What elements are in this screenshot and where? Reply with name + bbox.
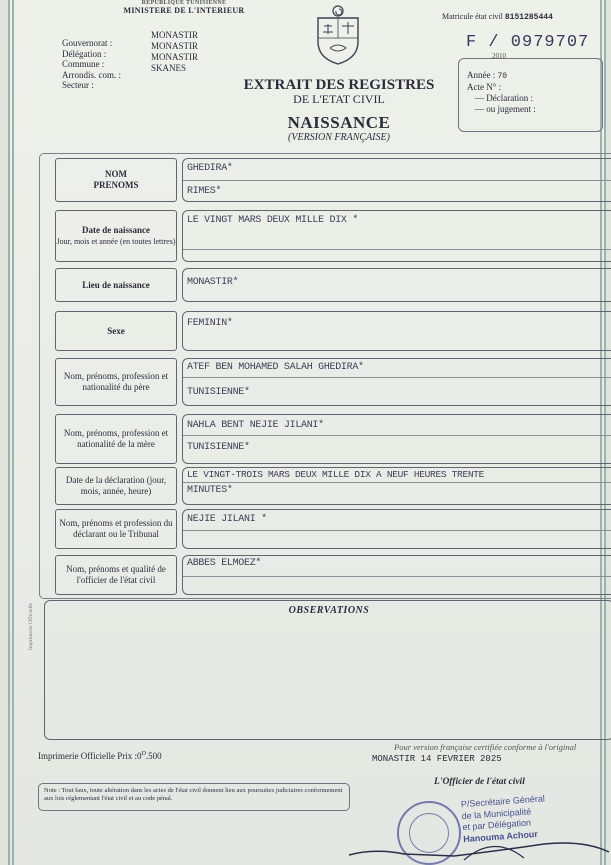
row-label — [55, 358, 177, 406]
commune-label: Commune : — [62, 59, 105, 69]
secteur-label: Secteur : — [62, 80, 94, 90]
pere-name-value: ATEF BEN MOHAMED SALAH GHEDIRA* — [187, 362, 364, 373]
row-label — [55, 311, 177, 351]
prenoms-label: PRENOMS — [93, 180, 139, 190]
coat-of-arms-emblem — [312, 4, 364, 66]
officer-signature-label: L'Officier de l'état civil — [434, 777, 525, 787]
certified-note: Pour version française certifiée conforme à l'original — [394, 742, 577, 752]
ministry-header — [74, 0, 294, 15]
civil-record-table — [39, 153, 611, 599]
row-separator — [183, 576, 611, 577]
row-date-naissance — [50, 210, 611, 262]
row-declaration — [50, 467, 611, 505]
nom-label: NOM — [105, 169, 127, 179]
gouvernorat-value: MONASTIR — [151, 30, 199, 40]
stamp-line-4: Hanouma Achour — [462, 828, 539, 844]
officier-label: Nom, prénoms et qualité de l'officier de l'état civil — [66, 564, 166, 585]
price-superscript: D — [141, 751, 146, 757]
gouvernorat-label: Gouvernorat : — [62, 38, 113, 48]
row-value — [182, 467, 611, 505]
matricule-label: Matricule état civil — [442, 12, 503, 21]
admin-labels — [62, 38, 142, 91]
date-naissance-value: LE VINGT MARS DEUX MILLE DIX * — [187, 215, 359, 226]
side-printer-text: Imprimerie Officielle — [28, 602, 34, 650]
row-value — [182, 311, 611, 351]
declaration-date-label: Date de la déclaration (jour, mois, année, heure) — [65, 475, 167, 496]
row-value — [182, 358, 611, 406]
row-separator — [183, 482, 611, 483]
row-value — [182, 268, 611, 302]
title-etat-civil: DE L'ETAT CIVIL — [293, 92, 385, 106]
observations-title: OBSERVATIONS — [288, 605, 370, 616]
imprimerie-label: Imprimerie Officielle Prix :0 — [38, 751, 142, 761]
row-separator — [183, 180, 611, 181]
row-label — [55, 467, 177, 505]
annee-label: Année : — [467, 70, 496, 80]
row-value — [182, 414, 611, 464]
place-date: MONASTIR 14 FEVRIER 2025 — [372, 754, 502, 764]
pere-label: Nom, prénoms, profession et nationalité du père — [63, 371, 169, 392]
mere-nationality-value: TUNISIENNE* — [187, 442, 250, 453]
date-naissance-label: Date de naissance — [82, 225, 150, 235]
acte-label: Acte N° : — [467, 82, 502, 92]
title-version: (VERSION FRANÇAISE) — [288, 132, 390, 143]
prenoms-value: RIMES* — [187, 186, 222, 197]
row-value — [182, 555, 611, 595]
ministry-label: MINISTERE DE L'INTERIEUR — [123, 6, 245, 15]
stamp-line-2: de la Municipalité — [461, 805, 532, 821]
commune-value: MONASTIR — [151, 52, 199, 62]
row-value — [182, 509, 611, 549]
mere-label: Nom, prénoms, profession et nationalité de la mère — [63, 428, 169, 449]
delegation-value: MONASTIR — [151, 41, 199, 51]
row-label — [55, 555, 177, 595]
imprimerie-price — [38, 751, 162, 761]
document-title — [224, 77, 454, 143]
declaration-date-value: LE VINGT-TROIS MARS DEUX MILLE DIX A NEUF HEURES TRENTE — [187, 469, 485, 480]
title-naissance: NAISSANCE — [287, 113, 391, 132]
sexe-value: FEMININ* — [187, 318, 233, 329]
date-naissance-hint: Jour, mois et année (en toutes lettres) — [56, 237, 176, 246]
certificate-number: F / 0979707 — [466, 33, 590, 52]
row-lieu-naissance — [50, 268, 611, 302]
stamp-line-3: et par Délégation — [462, 817, 532, 833]
row-label — [55, 268, 177, 302]
document-page — [8, 0, 606, 865]
row-mere — [50, 414, 611, 464]
nom-value: GHEDIRA* — [187, 163, 233, 174]
pere-nationality-value: TUNISIENNE* — [187, 387, 250, 398]
declarant-value: NEJIE JILANI * — [187, 514, 267, 525]
observations-box — [44, 600, 611, 740]
matricule — [442, 12, 553, 22]
row-label — [55, 509, 177, 549]
officier-value: ABBES ELMOEZ* — [187, 558, 262, 569]
row-value — [182, 210, 611, 262]
annee-value: 70 — [497, 72, 508, 81]
delegation-label: Délégation : — [62, 48, 107, 59]
row-value — [182, 158, 611, 202]
row-label — [55, 210, 177, 262]
republic-label: REPUBLIQUE TUNISIENNE — [141, 0, 227, 6]
mere-name-value: NAHLA BENT NEJIE JILANI* — [187, 420, 324, 431]
matricule-value: 8151285444 — [504, 13, 553, 22]
act-info-box — [458, 58, 603, 132]
row-separator — [183, 435, 611, 436]
row-sexe — [50, 311, 611, 351]
row-label — [55, 158, 177, 202]
legal-note: Note : Tout faux, toute altération dans les actes de l'état civil donnent lieu aux poursuites judiciaires conformement aux lois réglementant l'état civil et au code pénal. — [38, 783, 350, 811]
row-label — [55, 414, 177, 464]
row-officier — [50, 555, 611, 595]
sexe-label: Sexe — [107, 325, 125, 336]
row-pere — [50, 358, 611, 406]
arrondissement-value: SKANES — [151, 63, 187, 73]
handwritten-signature — [344, 830, 611, 865]
row-separator — [183, 530, 611, 531]
declaration-date-value-cont: MINUTES* — [187, 485, 233, 496]
declarant-label: Nom, prénoms et profession du déclarant ou le Tribunal — [59, 518, 173, 539]
row-separator — [183, 377, 611, 378]
price-end: .500 — [145, 751, 162, 761]
title-registres: EXTRAIT DES REGISTRES — [243, 77, 435, 93]
lieu-naissance-value: MONASTIR* — [187, 277, 239, 288]
row-nom-prenoms — [50, 158, 611, 202]
row-separator — [183, 249, 611, 250]
lieu-naissance-label: Lieu de naissance — [82, 279, 150, 290]
row-declarant — [50, 509, 611, 549]
year-stamp: 2010 — [492, 52, 506, 60]
stamp-line-1: P/Secrétaire Général — [460, 793, 546, 810]
declaration-label: — Déclaration : — [475, 93, 533, 103]
jugement-label: — ou jugement : — [475, 104, 536, 114]
admin-values — [151, 30, 231, 74]
arrondissement-label: Arrondis. com. : — [62, 69, 121, 80]
